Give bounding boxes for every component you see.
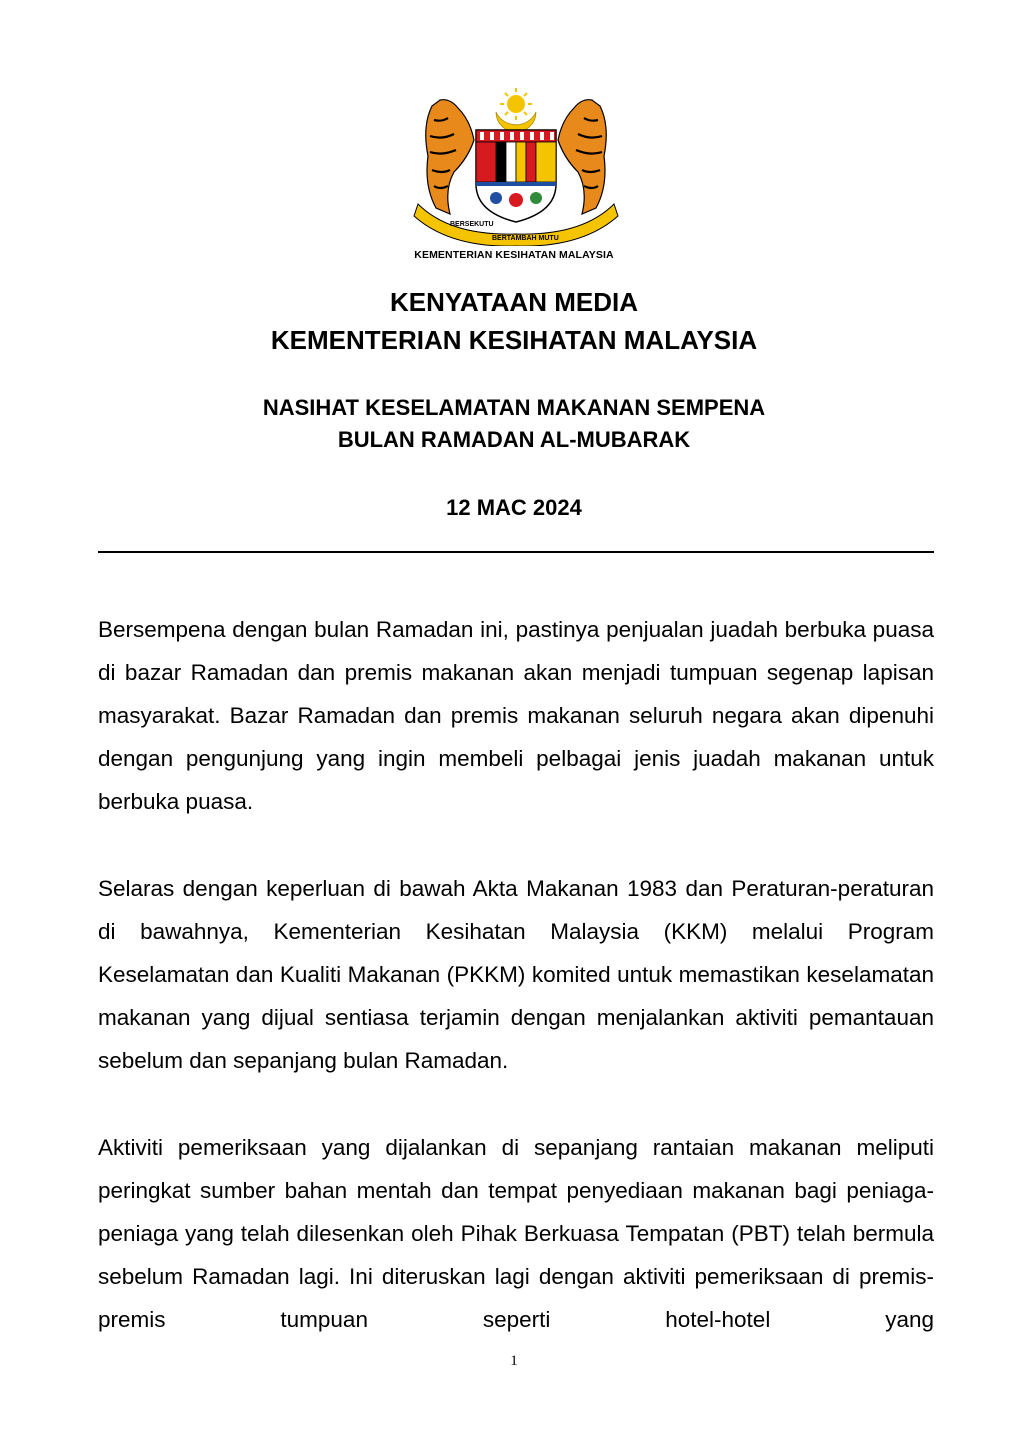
document-date: 12 MAC 2024 bbox=[446, 495, 582, 520]
document-title-line-2: KEMENTERIAN KESIHATAN MALAYSIA bbox=[270, 325, 758, 355]
page-number: 1 bbox=[510, 1353, 518, 1369]
right-tiger-icon bbox=[558, 100, 606, 214]
crescent-icon bbox=[496, 112, 536, 132]
document-subtitle-line-1: NASIHAT KESELAMATAN MAKANAN SEMPENA bbox=[262, 395, 766, 420]
title-divider bbox=[98, 551, 934, 553]
paragraph-3: Aktiviti pemeriksaan yang dijalankan di sepanjang rantaian makanan meliputi peringkat sumber bahan mentah dan tempat penyediaan makanan bagi peniaga-peniaga yang telah dilesenkan oleh Pihak Berkuasa Tempatan (PBT) telah bermula sebelum Ramadan lagi. Ini diteruskan lagi dengan aktiviti pemeriksaan di premis-premis tumpuan seperti hotel-hotel yang bbox=[98, 1134, 934, 1332]
motto-left-text: BERSEKUTU bbox=[450, 221, 494, 228]
paragraph-2: Selaras dengan keperluan di bawah Akta Makanan 1983 dan Peraturan-peraturan di bawahnya, Kementerian Kesihatan Malaysia (KKM) melalui Program Keselamatan dan Kualiti Makanan (PKKM) komited untuk memastikan keselamatan makanan yang dijual sentiasa terjamin dengan menjalankan aktiviti pemantauan sebelum dan sepanjang bulan Ramadan. bbox=[98, 875, 934, 1073]
shield-icon bbox=[476, 130, 556, 222]
paragraph-1: Bersempena dengan bulan Ramadan ini, pastinya penjualan juadah berbuka puasa di bazar Ramadan dan premis makanan akan menjadi tumpuan segenap lapisan masyarakat. Bazar Ramadan dan premis makanan seluruh negara akan dipenuhi dengan pengunjung yang ingin membeli pelbagai jenis juadah makanan untuk berbuka puasa. bbox=[98, 616, 934, 814]
document-subtitle-line-2: BULAN RAMADAN AL-MUBARAK bbox=[337, 427, 691, 452]
sun-icon bbox=[500, 88, 532, 120]
motto-right-text: BERTAMBAH MUTU bbox=[492, 235, 559, 242]
crest-caption: KEMENTERIAN KESIHATAN MALAYSIA bbox=[414, 249, 614, 261]
document-title-line-1: KENYATAAN MEDIA bbox=[390, 287, 638, 317]
left-tiger-icon bbox=[426, 100, 474, 214]
malaysia-coat-of-arms-logo bbox=[410, 86, 622, 266]
